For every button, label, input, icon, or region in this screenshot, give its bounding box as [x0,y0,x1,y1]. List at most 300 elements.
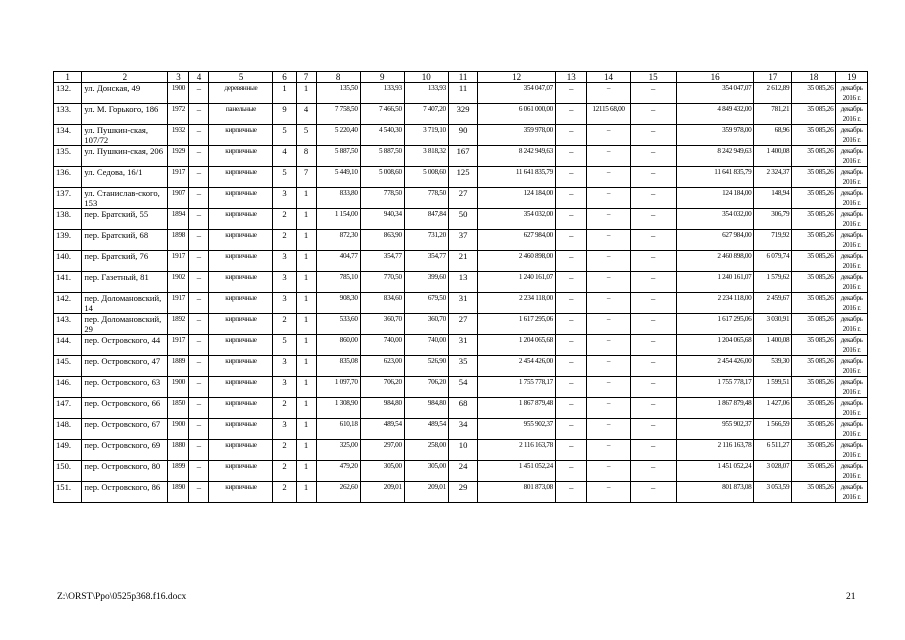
cell-cost-per-sqm: 719,92 [754,230,792,251]
cell-col-14: – [587,461,630,482]
cell-col-4: – [189,356,209,377]
cell-address: ул. Станислав-ского, 153 [82,188,168,209]
cell-area-col-10: 740,00 [404,335,448,356]
cell-deadline: декабрь 2016 г. [836,272,868,293]
cell-col-15: – [630,461,676,482]
table-row [54,377,868,398]
cell-row-number: 144. [54,335,82,356]
cell-total-area: 135,50 [316,83,360,104]
cell-col-14: – [587,293,630,314]
cell-deadline: декабрь 2016 г. [836,83,868,104]
cell-cost-per-sqm: 2 612,89 [754,83,792,104]
cell-col-13: – [555,251,587,272]
cell-living-area: 984,80 [360,398,404,419]
cell-living-area: 5 887,50 [360,146,404,167]
cell-total-cost: 124 184,00 [478,188,556,209]
table-row [54,419,868,440]
table-row [54,314,868,335]
cell-total-area: 1 154,00 [316,209,360,230]
cell-col-13: – [555,314,587,335]
cell-cost-limit: 35 085,26 [792,335,836,356]
cell-entrances: 1 [296,461,316,482]
cell-col-14: – [587,167,630,188]
cell-entrances: 4 [296,104,316,125]
cell-floors: 5 [273,167,296,188]
cell-cost-per-sqm: 306,79 [754,209,792,230]
cell-total-cost: 1 240 161,07 [478,272,556,293]
housing-register-table [53,71,868,503]
cell-year-built: 1900 [168,377,189,398]
cell-wall-material: панельные [209,104,273,125]
cell-entrances: 7 [296,167,316,188]
cell-col-15: – [630,188,676,209]
table-row [54,188,868,209]
cell-entrances: 1 [296,482,316,503]
cell-living-area: 770,50 [360,272,404,293]
column-header: 5 [209,72,273,83]
table-row [54,83,868,104]
cell-col-14: – [587,482,630,503]
cell-wall-material: кирпичные [209,188,273,209]
cell-cost-total: 1 867 879,48 [676,398,754,419]
cell-col-13: – [555,272,587,293]
table-row [54,272,868,293]
cell-col-14: – [587,398,630,419]
cell-col-15: – [630,125,676,146]
cell-total-area: 533,60 [316,314,360,335]
cell-col-14: – [587,146,630,167]
cell-area-col-10: 489,54 [404,419,448,440]
table-row [54,293,868,314]
cell-living-area: 354,77 [360,251,404,272]
cell-total-cost: 1 755 778,17 [478,377,556,398]
cell-address: ул. Донская, 49 [82,83,168,104]
cell-residents: 27 [448,314,477,335]
cell-entrances: 1 [296,83,316,104]
cell-residents: 31 [448,335,477,356]
cell-total-cost: 2 460 898,00 [478,251,556,272]
cell-address: пер. Доломановский, 29 [82,314,168,335]
cell-col-13: – [555,293,587,314]
cell-cost-limit: 35 085,26 [792,419,836,440]
cell-cost-limit: 35 085,26 [792,230,836,251]
cell-wall-material: кирпичные [209,314,273,335]
cell-wall-material: кирпичные [209,125,273,146]
cell-col-15: – [630,251,676,272]
cell-cost-limit: 35 085,26 [792,125,836,146]
cell-col-14: – [587,83,630,104]
cell-col-13: – [555,146,587,167]
cell-col-13: – [555,188,587,209]
cell-col-14: – [587,419,630,440]
cell-total-area: 262,60 [316,482,360,503]
cell-entrances: 1 [296,272,316,293]
cell-col-14: – [587,356,630,377]
cell-deadline: декабрь 2016 г. [836,251,868,272]
cell-wall-material: кирпичные [209,209,273,230]
cell-residents: 27 [448,188,477,209]
cell-floors: 4 [273,146,296,167]
cell-year-built: 1917 [168,293,189,314]
cell-row-number: 136. [54,167,82,188]
cell-area-col-10: 847,84 [404,209,448,230]
cell-col-14: – [587,209,630,230]
cell-cost-total: 2 116 163,78 [676,440,754,461]
cell-residents: 167 [448,146,477,167]
cell-col-13: – [555,398,587,419]
cell-total-cost: 359 978,00 [478,125,556,146]
cell-total-cost: 1 867 879,48 [478,398,556,419]
cell-cost-per-sqm: 148,94 [754,188,792,209]
cell-total-area: 479,20 [316,461,360,482]
cell-col-4: – [189,272,209,293]
cell-col-14: – [587,251,630,272]
cell-cost-total: 124 184,00 [676,188,754,209]
cell-residents: 21 [448,251,477,272]
cell-area-col-10: 360,70 [404,314,448,335]
cell-address: пер. Островского, 80 [82,461,168,482]
cell-col-15: – [630,230,676,251]
cell-col-13: – [555,125,587,146]
cell-floors: 2 [273,398,296,419]
cell-total-cost: 955 902,37 [478,419,556,440]
cell-cost-limit: 35 085,26 [792,461,836,482]
cell-living-area: 940,34 [360,209,404,230]
cell-deadline: декабрь 2016 г. [836,293,868,314]
table-row [54,251,868,272]
cell-address: пер. Островского, 86 [82,482,168,503]
cell-area-col-10: 731,20 [404,230,448,251]
cell-cost-limit: 35 085,26 [792,314,836,335]
cell-col-4: – [189,104,209,125]
cell-cost-total: 2 454 426,00 [676,356,754,377]
column-header: 13 [555,72,587,83]
cell-total-area: 860,00 [316,335,360,356]
cell-residents: 10 [448,440,477,461]
cell-wall-material: кирпичные [209,482,273,503]
column-header: 12 [478,72,556,83]
cell-floors: 2 [273,482,296,503]
cell-col-4: – [189,125,209,146]
cell-cost-total: 4 849 432,00 [676,104,754,125]
cell-residents: 24 [448,461,477,482]
cell-col-4: – [189,314,209,335]
cell-entrances: 1 [296,419,316,440]
cell-address: пер. Островского, 47 [82,356,168,377]
cell-row-number: 149. [54,440,82,461]
cell-living-area: 7 466,50 [360,104,404,125]
cell-cost-total: 1 204 065,68 [676,335,754,356]
cell-col-13: – [555,104,587,125]
cell-entrances: 5 [296,125,316,146]
cell-area-col-10: 399,60 [404,272,448,293]
cell-floors: 3 [273,419,296,440]
cell-total-area: 872,30 [316,230,360,251]
cell-col-4: – [189,377,209,398]
cell-wall-material: кирпичные [209,272,273,293]
cell-col-15: – [630,398,676,419]
table-body [54,72,868,503]
cell-total-cost: 1 617 295,06 [478,314,556,335]
cell-entrances: 1 [296,251,316,272]
cell-col-14: – [587,314,630,335]
column-header: 19 [836,72,868,83]
column-header: 8 [316,72,360,83]
cell-year-built: 1902 [168,272,189,293]
cell-total-cost: 2 454 426,00 [478,356,556,377]
column-header: 2 [82,72,168,83]
cell-row-number: 132. [54,83,82,104]
cell-address: ул. Седова, 16/1 [82,167,168,188]
cell-year-built: 1898 [168,230,189,251]
cell-year-built: 1850 [168,398,189,419]
cell-floors: 5 [273,335,296,356]
cell-row-number: 145. [54,356,82,377]
cell-deadline: декабрь 2016 г. [836,461,868,482]
cell-cost-total: 801 873,08 [676,482,754,503]
cell-cost-limit: 35 085,26 [792,482,836,503]
cell-col-15: – [630,377,676,398]
cell-col-13: – [555,356,587,377]
cell-row-number: 146. [54,377,82,398]
cell-floors: 2 [273,230,296,251]
cell-floors: 3 [273,251,296,272]
cell-cost-per-sqm: 3 028,07 [754,461,792,482]
cell-residents: 34 [448,419,477,440]
cell-area-col-10: 133,93 [404,83,448,104]
cell-col-13: – [555,461,587,482]
cell-total-area: 5 449,10 [316,167,360,188]
cell-cost-per-sqm: 3 030,91 [754,314,792,335]
cell-deadline: декабрь 2016 г. [836,167,868,188]
cell-residents: 125 [448,167,477,188]
cell-cost-limit: 35 085,26 [792,272,836,293]
cell-year-built: 1972 [168,104,189,125]
column-header: 17 [754,72,792,83]
cell-total-area: 5 220,40 [316,125,360,146]
cell-col-13: – [555,482,587,503]
cell-residents: 50 [448,209,477,230]
cell-area-col-10: 305,00 [404,461,448,482]
cell-total-area: 908,30 [316,293,360,314]
cell-entrances: 1 [296,209,316,230]
cell-col-14: – [587,188,630,209]
cell-cost-per-sqm: 6 511,27 [754,440,792,461]
cell-cost-per-sqm: 539,30 [754,356,792,377]
column-header: 11 [448,72,477,83]
cell-wall-material: кирпичные [209,167,273,188]
cell-address: ул. М. Горького, 186 [82,104,168,125]
cell-residents: 68 [448,398,477,419]
cell-total-cost: 627 984,00 [478,230,556,251]
cell-cost-per-sqm: 2 459,67 [754,293,792,314]
cell-floors: 9 [273,104,296,125]
cell-area-col-10: 354,77 [404,251,448,272]
cell-cost-total: 1 451 052,24 [676,461,754,482]
cell-wall-material: кирпичные [209,146,273,167]
cell-address: пер. Островского, 44 [82,335,168,356]
cell-year-built: 1894 [168,209,189,230]
table-row [54,335,868,356]
cell-wall-material: кирпичные [209,398,273,419]
cell-living-area: 5 008,60 [360,167,404,188]
cell-total-area: 325,00 [316,440,360,461]
column-header: 3 [168,72,189,83]
cell-cost-limit: 35 085,26 [792,146,836,167]
cell-total-area: 785,10 [316,272,360,293]
cell-area-col-10: 3 719,10 [404,125,448,146]
cell-col-15: – [630,356,676,377]
table-row [54,209,868,230]
cell-col-15: – [630,272,676,293]
cell-cost-limit: 35 085,26 [792,83,836,104]
cell-deadline: декабрь 2016 г. [836,230,868,251]
cell-living-area: 863,90 [360,230,404,251]
cell-total-cost: 1 451 052,24 [478,461,556,482]
cell-cost-per-sqm: 1 400,08 [754,335,792,356]
cell-cost-per-sqm: 1 400,08 [754,146,792,167]
cell-entrances: 1 [296,230,316,251]
cell-total-area: 5 887,50 [316,146,360,167]
cell-total-area: 7 758,50 [316,104,360,125]
column-header: 14 [587,72,630,83]
cell-cost-total: 2 460 898,00 [676,251,754,272]
cell-area-col-10: 984,80 [404,398,448,419]
cell-wall-material: кирпичные [209,461,273,482]
cell-cost-per-sqm: 68,96 [754,125,792,146]
table-row [54,230,868,251]
cell-entrances: 1 [296,314,316,335]
cell-row-number: 148. [54,419,82,440]
cell-wall-material: кирпичные [209,293,273,314]
table-row [54,440,868,461]
cell-col-13: – [555,440,587,461]
cell-deadline: декабрь 2016 г. [836,335,868,356]
cell-floors: 3 [273,377,296,398]
cell-address: ул. Пушкин-ская, 107/72 [82,125,168,146]
cell-col-4: – [189,461,209,482]
cell-cost-total: 955 902,37 [676,419,754,440]
cell-year-built: 1907 [168,188,189,209]
cell-address: пер. Братский, 55 [82,209,168,230]
cell-col-4: – [189,83,209,104]
column-header: 7 [296,72,316,83]
cell-col-15: – [630,482,676,503]
cell-col-4: – [189,482,209,503]
cell-year-built: 1932 [168,125,189,146]
column-header: 15 [630,72,676,83]
cell-living-area: 360,70 [360,314,404,335]
cell-cost-limit: 35 085,26 [792,188,836,209]
cell-deadline: декабрь 2016 г. [836,440,868,461]
cell-cost-per-sqm: 3 053,59 [754,482,792,503]
cell-entrances: 1 [296,188,316,209]
cell-col-4: – [189,209,209,230]
cell-living-area: 297,00 [360,440,404,461]
cell-wall-material: деревянные [209,83,273,104]
cell-living-area: 133,93 [360,83,404,104]
cell-col-15: – [630,335,676,356]
cell-cost-total: 8 242 949,63 [676,146,754,167]
cell-cost-limit: 35 085,26 [792,251,836,272]
cell-col-15: – [630,104,676,125]
cell-total-cost: 11 641 835,79 [478,167,556,188]
column-header: 16 [676,72,754,83]
cell-cost-total: 627 984,00 [676,230,754,251]
cell-col-4: – [189,230,209,251]
cell-deadline: декабрь 2016 г. [836,188,868,209]
cell-area-col-10: 7 407,20 [404,104,448,125]
cell-col-14: – [587,272,630,293]
cell-total-cost: 354 047,07 [478,83,556,104]
cell-floors: 3 [273,356,296,377]
cell-cost-total: 354 032,00 [676,209,754,230]
cell-address: пер. Островского, 67 [82,419,168,440]
cell-year-built: 1890 [168,482,189,503]
cell-col-13: – [555,209,587,230]
cell-entrances: 1 [296,398,316,419]
cell-total-cost: 2 234 118,00 [478,293,556,314]
cell-total-cost: 6 061 000,00 [478,104,556,125]
cell-deadline: декабрь 2016 г. [836,419,868,440]
cell-area-col-10: 5 008,60 [404,167,448,188]
cell-entrances: 1 [296,356,316,377]
table-row [54,482,868,503]
cell-year-built: 1917 [168,167,189,188]
cell-cost-limit: 35 085,26 [792,167,836,188]
cell-year-built: 1889 [168,356,189,377]
cell-wall-material: кирпичные [209,230,273,251]
cell-floors: 2 [273,209,296,230]
cell-living-area: 209,01 [360,482,404,503]
cell-deadline: декабрь 2016 г. [836,125,868,146]
cell-living-area: 623,00 [360,356,404,377]
cell-col-13: – [555,230,587,251]
cell-entrances: 1 [296,335,316,356]
cell-row-number: 140. [54,251,82,272]
cell-year-built: 1917 [168,251,189,272]
cell-row-number: 150. [54,461,82,482]
cell-row-number: 139. [54,230,82,251]
table-row [54,104,868,125]
cell-cost-total: 11 641 835,79 [676,167,754,188]
cell-cost-total: 1 755 778,17 [676,377,754,398]
cell-row-number: 137. [54,188,82,209]
cell-total-cost: 354 032,00 [478,209,556,230]
column-header: 4 [189,72,209,83]
cell-cost-per-sqm: 2 324,37 [754,167,792,188]
cell-cost-total: 354 047,07 [676,83,754,104]
cell-row-number: 138. [54,209,82,230]
table-row [54,125,868,146]
table-row [54,398,868,419]
cell-total-area: 833,80 [316,188,360,209]
cell-row-number: 135. [54,146,82,167]
cell-row-number: 143. [54,314,82,335]
cell-cost-per-sqm: 1 566,59 [754,419,792,440]
cell-row-number: 151. [54,482,82,503]
column-header: 9 [360,72,404,83]
cell-wall-material: кирпичные [209,440,273,461]
cell-residents: 37 [448,230,477,251]
cell-row-number: 134. [54,125,82,146]
cell-total-cost: 2 116 163,78 [478,440,556,461]
cell-address: ул. Пушкин-ская, 206 [82,146,168,167]
cell-entrances: 1 [296,440,316,461]
column-header: 18 [792,72,836,83]
cell-floors: 2 [273,440,296,461]
cell-cost-per-sqm: 781,21 [754,104,792,125]
